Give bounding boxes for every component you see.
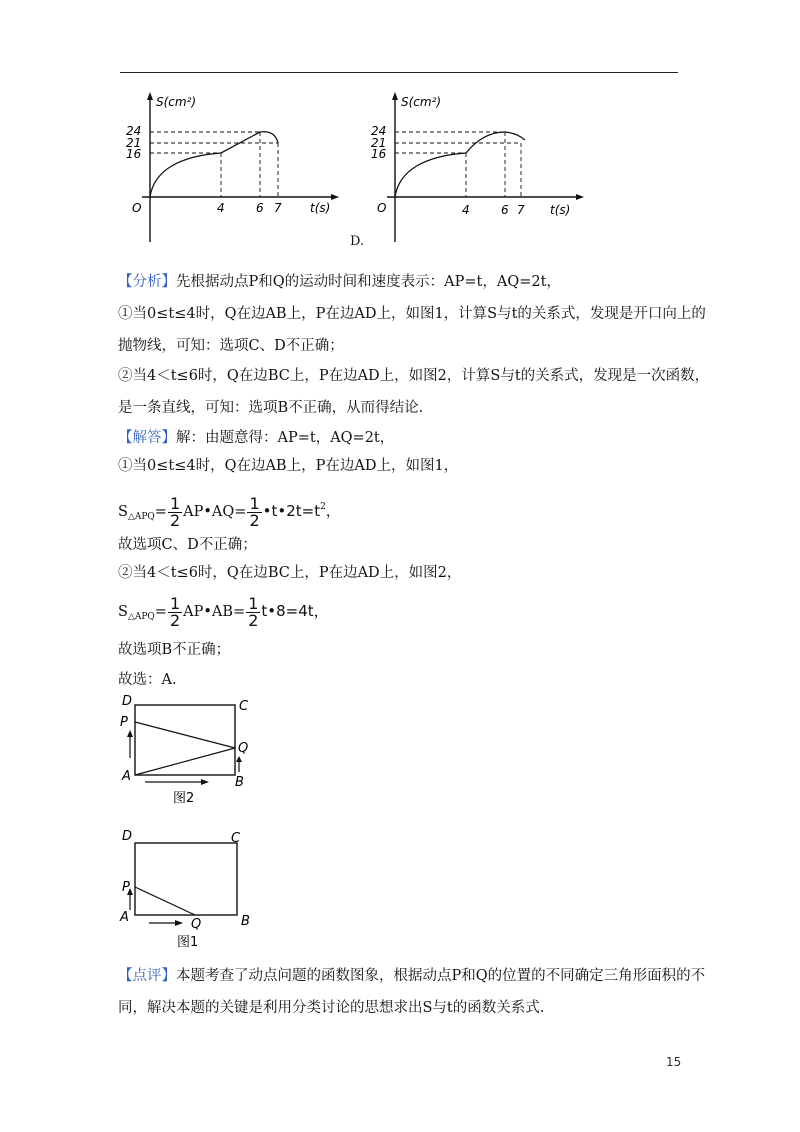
analysis-tag: 【分析】 xyxy=(118,274,176,290)
vertex-c: C xyxy=(239,699,249,714)
x-tick-7: 7 xyxy=(517,203,525,217)
figure-1-caption: 图1 xyxy=(177,935,199,950)
y-tick-21: 21 xyxy=(371,136,387,150)
x-tick-6: 6 xyxy=(501,203,509,217)
point-q: Q xyxy=(238,741,249,756)
option-d-label: D. xyxy=(350,234,365,249)
analysis-line-5: 是一条直线，可知：选项B不正确，从而得结论. xyxy=(118,400,424,416)
comment-line-2: 同，解决本题的关键是利用分类讨论的思想求出S与t的函数关系式. xyxy=(118,1000,545,1016)
comment-line-1: 【点评】本题考查了动点问题的函数图象，根据动点P和Q的位置的不同确定三角形面积的不 xyxy=(118,968,706,984)
solution-line-6: 故选：A. xyxy=(118,672,177,688)
origin-label: O xyxy=(377,201,387,215)
vertex-d: D xyxy=(122,694,133,709)
x-tick-6: 6 xyxy=(256,201,264,215)
formula-1: $S_{\triangle APQ}=$ $\frac{1}{2}$ AP•AQ= $\frac{1}{2}$ $•t•2t=t^2$， xyxy=(118,493,341,530)
y-axis-label: S(cm²) xyxy=(156,95,197,109)
analysis-line-1: 【分析】先根据动点P和Q的运动时间和速度表示：AP=t，AQ=2t， xyxy=(118,274,561,290)
y-tick-24: 24 xyxy=(126,124,142,138)
origin-label: O xyxy=(132,201,142,215)
analysis-line-2: ①当0≤t≤4时，Q在边AB上，P在边AD上，如图1，计算S与t的关系式，发现是开口向上的 xyxy=(118,306,706,322)
comment-tag: 【点评】 xyxy=(118,968,176,984)
x-tick-7: 7 xyxy=(274,201,282,215)
y-tick-24: 24 xyxy=(371,124,387,138)
graph-option-c xyxy=(120,90,350,254)
solution-line-1: 【解答】解：由题意得：AP=t，AQ=2t， xyxy=(118,430,395,446)
solution-tag: 【解答】 xyxy=(118,430,176,446)
graph-d-curve xyxy=(395,132,525,197)
analysis-line-4: ②当4＜t≤6时，Q在边BC上，P在边AD上，如图2，计算S与t的关系式，发现是一次函数， xyxy=(118,368,710,384)
y-tick-16: 16 xyxy=(126,147,142,161)
vertex-c: C xyxy=(231,831,241,846)
vertex-d: D xyxy=(122,829,133,844)
figure-1 xyxy=(115,828,275,957)
y-axis-label: S(cm²) xyxy=(401,95,442,109)
figure-2 xyxy=(115,690,275,814)
x-tick-4: 4 xyxy=(217,201,225,215)
point-p: P xyxy=(120,715,128,730)
page-number: 15 xyxy=(666,1055,682,1069)
graph-c-curve xyxy=(150,132,278,197)
solution-line-5: 故选项B不正确； xyxy=(118,642,231,658)
y-tick-21: 21 xyxy=(126,136,142,150)
vertex-a: A xyxy=(120,910,129,925)
vertex-b: B xyxy=(241,914,250,929)
x-axis-label: t(s) xyxy=(310,201,331,215)
header-rule xyxy=(120,72,678,73)
y-tick-16: 16 xyxy=(371,147,387,161)
solution-line-2: ①当0≤t≤4时，Q在边AB上，P在边AD上，如图1， xyxy=(118,458,459,474)
vertex-a: A xyxy=(122,769,131,784)
analysis-line-3: 抛物线，可知：选项C、D不正确； xyxy=(118,338,344,354)
figure-2-caption: 图2 xyxy=(173,791,195,806)
point-q: Q xyxy=(191,917,202,932)
x-axis-label: t(s) xyxy=(550,203,571,217)
point-p: P xyxy=(122,880,130,895)
x-tick-4: 4 xyxy=(462,203,470,217)
formula-2: $S_{\triangle APQ}=$ $\frac{1}{2}$ AP•AB= $\frac{1}{2}$ t•8=4t， xyxy=(118,593,329,630)
solution-line-3: 故选项C、D不正确； xyxy=(118,537,257,553)
solution-line-4: ②当4＜t≤6时，Q在边BC上，P在边AD上，如图2， xyxy=(118,565,462,581)
graph-option-d xyxy=(365,90,595,254)
vertex-b: B xyxy=(235,775,244,790)
